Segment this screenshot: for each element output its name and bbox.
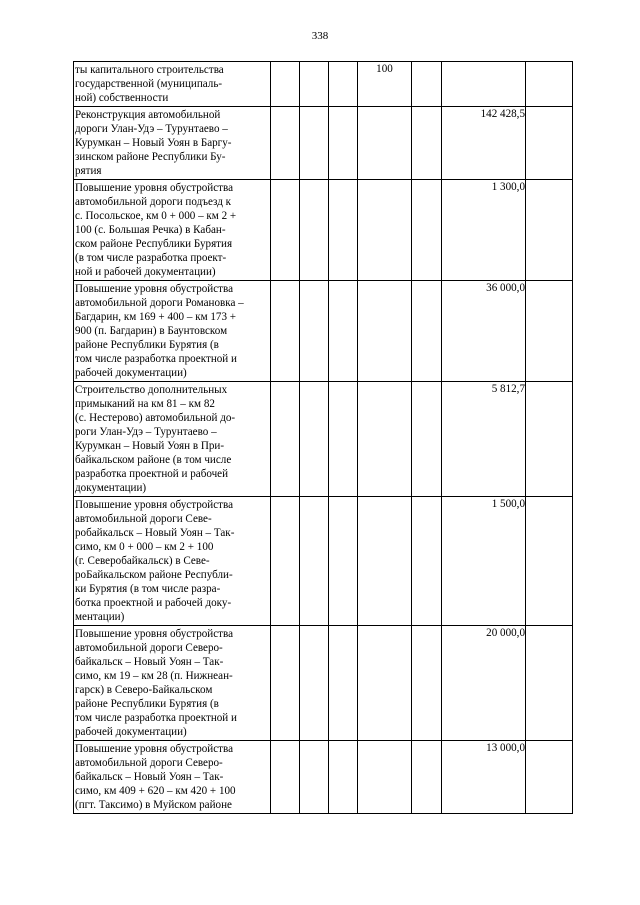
- code-cell-col6: [412, 62, 442, 107]
- description-line: автомобильной дороги Северо-: [75, 757, 223, 769]
- description-line: Повышение уровня обустройства: [75, 499, 234, 511]
- description-line: ной) собственности: [75, 92, 169, 104]
- row-description: [74, 180, 271, 281]
- description-line: байкальск – Новый Уоян – Так-: [75, 656, 224, 668]
- code-cell-col8: [526, 741, 573, 814]
- code-cell-col3: [300, 107, 329, 180]
- description-line: симо, км 0 + 000 – км 2 + 100: [75, 541, 214, 553]
- code-cell-col6: [412, 107, 442, 180]
- description-line: (в том числе разработка проект-: [75, 252, 227, 264]
- code-cell-col5: [358, 497, 412, 626]
- description-line: автомобильной дороги Северо-: [75, 642, 223, 654]
- code-cell-col5: [358, 180, 412, 281]
- description-line: ском районе Республики Бурятия: [75, 238, 233, 250]
- amount-cell: 1 300,0: [442, 180, 526, 281]
- code-cell-col4: [329, 107, 358, 180]
- code-cell-col5: [358, 741, 412, 814]
- code-cell-col4: [329, 62, 358, 107]
- code-cell-col5: [358, 382, 412, 497]
- code-cell-col6: [412, 626, 442, 741]
- description-line: автомобильной дороги Севе-: [75, 513, 212, 525]
- row-description: [74, 626, 271, 741]
- description-line: Повышение уровня обустройства: [75, 743, 234, 755]
- description-line: зинском районе Республики Бу-: [75, 151, 226, 163]
- code-cell-col2: [271, 497, 300, 626]
- code-cell-col5: [358, 626, 412, 741]
- description-line: рятия: [75, 165, 102, 177]
- budget-table: [73, 61, 573, 814]
- code-cell-col4: [329, 741, 358, 814]
- description-line: Курумкан – Новый Уоян в При-: [75, 440, 225, 452]
- code-cell-col8: [526, 382, 573, 497]
- amount-cell: 13 000,0: [442, 741, 526, 814]
- description-line: Багдарин, км 169 + 400 – км 173 +: [75, 311, 237, 323]
- table-row: [74, 741, 573, 814]
- description-line: симо, км 19 – км 28 (п. Нижнеан-: [75, 670, 233, 682]
- code-cell-col6: [412, 180, 442, 281]
- description-line: роги Улан-Удэ – Турунтаево –: [75, 426, 217, 438]
- code-cell-col2: [271, 626, 300, 741]
- code-cell-col5: [358, 281, 412, 382]
- description-line: дороги Улан-Удэ – Турунтаево –: [75, 123, 228, 135]
- description-line: (с. Нестерово) автомобильной до-: [75, 412, 236, 424]
- description-line: ты капитального строительства: [75, 64, 224, 76]
- row-description: [74, 382, 271, 497]
- amount-cell: [442, 62, 526, 107]
- description-line: разработка проектной и рабочей: [75, 468, 229, 480]
- description-line: Повышение уровня обустройства: [75, 283, 234, 295]
- code-cell-col2: [271, 107, 300, 180]
- description-line: Повышение уровня обустройства: [75, 182, 234, 194]
- description-line: примыканий на км 81 – км 82: [75, 398, 215, 410]
- table-row: [74, 180, 573, 281]
- code-cell-col6: [412, 497, 442, 626]
- code-cell-col8: [526, 107, 573, 180]
- table-row: [74, 281, 573, 382]
- description-line: (г. Северобайкальск) в Севе-: [75, 555, 210, 567]
- description-line: рабочей документации): [75, 367, 187, 379]
- amount-cell: 5 812,7: [442, 382, 526, 497]
- description-line: 100 (с. Большая Речка) в Кабан-: [75, 224, 226, 236]
- description-line: документации): [75, 482, 147, 494]
- description-line: ки Бурятия (в том числе разра-: [75, 583, 221, 595]
- code-cell-col2: [271, 180, 300, 281]
- table-body: [74, 62, 573, 814]
- code-cell-col6: [412, 382, 442, 497]
- description-line: гарск) в Северо-Байкальском: [75, 684, 213, 696]
- description-line: 900 (п. Багдарин) в Баунтовском: [75, 325, 228, 337]
- description-line: Реконструкция автомобильной: [75, 109, 221, 121]
- code-cell-col3: [300, 281, 329, 382]
- code-cell-col4: [329, 626, 358, 741]
- row-description: [74, 62, 271, 107]
- code-cell-col2: [271, 281, 300, 382]
- code-cell-col8: [526, 497, 573, 626]
- code-cell-col5: 100: [358, 62, 412, 107]
- row-description: [74, 497, 271, 626]
- description-line: байкальск – Новый Уоян – Так-: [75, 771, 224, 783]
- code-cell-col8: [526, 180, 573, 281]
- amount-cell: 20 000,0: [442, 626, 526, 741]
- description-line: ботка проектной и рабочей доку-: [75, 597, 232, 609]
- description-line: роБайкальском районе Республи-: [75, 569, 233, 581]
- code-cell-col8: [526, 626, 573, 741]
- description-line: государственной (муниципаль-: [75, 78, 223, 90]
- code-cell-col8: [526, 281, 573, 382]
- description-line: рабочей документации): [75, 726, 187, 738]
- code-cell-col3: [300, 741, 329, 814]
- code-cell-col4: [329, 382, 358, 497]
- description-line: автомобильной дороги подъезд к: [75, 196, 231, 208]
- code-cell-col5: [358, 107, 412, 180]
- code-cell-col3: [300, 382, 329, 497]
- code-cell-col4: [329, 497, 358, 626]
- code-cell-col2: [271, 741, 300, 814]
- description-line: байкальском районе (в том числе: [75, 454, 232, 466]
- code-cell-col8: [526, 62, 573, 107]
- code-cell-col4: [329, 180, 358, 281]
- description-line: Строительство дополнительных: [75, 384, 228, 396]
- amount-cell: 36 000,0: [442, 281, 526, 382]
- description-line: Курумкан – Новый Уоян в Баргу-: [75, 137, 232, 149]
- code-cell-col6: [412, 281, 442, 382]
- code-cell-col2: [271, 62, 300, 107]
- amount-cell: 142 428,5: [442, 107, 526, 180]
- row-description: [74, 741, 271, 814]
- description-line: (пгт. Таксимо) в Муйском районе: [75, 799, 232, 811]
- description-line: Повышение уровня обустройства: [75, 628, 234, 640]
- description-line: том числе разработка проектной и: [75, 353, 237, 365]
- table-row: [74, 107, 573, 180]
- code-cell-col2: [271, 382, 300, 497]
- row-description: [74, 107, 271, 180]
- table-row: [74, 626, 573, 741]
- description-line: симо, км 409 + 620 – км 420 + 100: [75, 785, 236, 797]
- description-line: с. Посольское, км 0 + 000 – км 2 +: [75, 210, 237, 222]
- description-line: районе Республики Бурятия (в: [75, 339, 219, 351]
- description-line: том числе разработка проектной и: [75, 712, 237, 724]
- description-line: робайкальск – Новый Уоян – Так-: [75, 527, 235, 539]
- description-line: районе Республики Бурятия (в: [75, 698, 219, 710]
- table-row: [74, 382, 573, 497]
- table-row: [74, 62, 573, 107]
- code-cell-col3: [300, 180, 329, 281]
- code-cell-col6: [412, 741, 442, 814]
- description-line: ной и рабочей документации): [75, 266, 216, 278]
- page-number: 338: [311, 30, 329, 42]
- description-line: ментации): [75, 611, 125, 623]
- code-cell-col4: [329, 281, 358, 382]
- code-cell-col3: [300, 62, 329, 107]
- table-row: [74, 497, 573, 626]
- amount-cell: 1 500,0: [442, 497, 526, 626]
- code-cell-col3: [300, 626, 329, 741]
- description-line: автомобильной дороги Романовка –: [75, 297, 244, 309]
- row-description: [74, 281, 271, 382]
- code-cell-col3: [300, 497, 329, 626]
